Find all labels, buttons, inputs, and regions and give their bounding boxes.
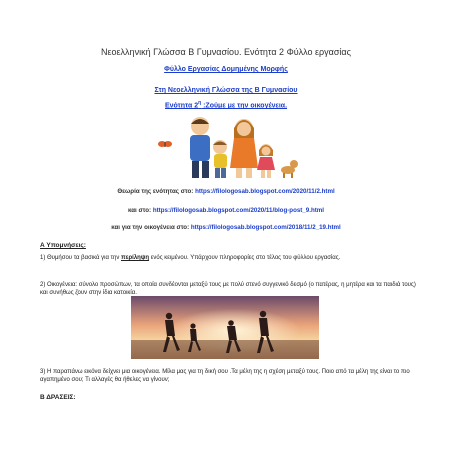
dog-icon <box>281 160 298 178</box>
theory-link-line-3 <box>0 224 452 231</box>
section-a-heading: Α Υπομνήσεις: <box>40 242 86 249</box>
section-b-heading: Β ΔΡΑΣΕΙΣ: <box>40 394 76 401</box>
theory-link-line-2 <box>0 207 452 214</box>
boy-figure <box>213 140 227 178</box>
theory-label-1: Θεωρία της ενότητας στο: <box>117 188 196 195</box>
summary-keyword: περίληψη <box>121 255 150 261</box>
theory-link-3[interactable]: https://filologosab.blogspot.com/2018/11/2_19.html <box>190 224 341 231</box>
paragraph-2: 2) Οικογένεια: σύνολο προσώπων, τα οποία συνδέονται μεταξύ τους με πολύ στενό συγγενικό δεσμό (ο πατέρας, η μητέρα και τα παιδιά τους) και συνήθως ζουν στην ίδια κατοικία. <box>40 282 416 296</box>
theory-label-3: και για την οικογένεια στο: <box>111 224 191 231</box>
father-figure <box>190 117 210 178</box>
butterfly-icon <box>158 141 172 147</box>
paragraph-3: 3) Η παραπάνω εικόνα δείχνει μια οικογένεια. Μίλα μας για τη δική σου .Τα μέλη της η σχέση μεταξύ τους. Ποιο από τα μέλη της είναι το πιο αγαπημένο σου; Τι αλλαγές θα ήθελες να γίνουν; <box>40 369 410 383</box>
unit-line-pre: Ενότητα 2 <box>164 102 199 110</box>
unit-line-post: :Ζούμε με την οικογένεια. <box>201 102 288 110</box>
theory-link-line-1 <box>0 188 452 195</box>
unit-line[interactable] <box>0 100 452 109</box>
family-illustration <box>152 112 302 180</box>
girl-figure <box>257 144 275 178</box>
theory-link-1[interactable]: https://filologosab.blogspot.com/2020/11/2.html <box>195 188 335 195</box>
document-title: Νεοελληνική Γλώσσα Β Γυμνασίου. Ενότητα 2 Φύλλο εργασίας <box>101 47 351 57</box>
paragraph-1 <box>40 254 420 262</box>
mother-figure <box>230 119 258 178</box>
unit-line-sup: η <box>198 100 202 106</box>
worksheet-subtitle[interactable]: Φύλλο Εργασίας Δομημένης Μορφής <box>164 66 288 73</box>
theory-link-2[interactable]: https://filologosab.blogspot.com/2020/11/blog-post_9.html <box>152 207 325 214</box>
course-line[interactable]: Στη Νεοελληνική Γλώσσα της Β Γυμνασίου <box>154 87 298 94</box>
family-beach-photo <box>131 296 319 359</box>
paragraph-1-pre: 1) Θυμήσου τα βασικά για την <box>40 255 122 261</box>
paragraph-1-post: ενός κειμένου. Υπάρχουν πληροφορίες στο τέλος του φύλλου εργασίας. <box>149 255 341 261</box>
theory-label-2: και στο: <box>127 207 153 214</box>
